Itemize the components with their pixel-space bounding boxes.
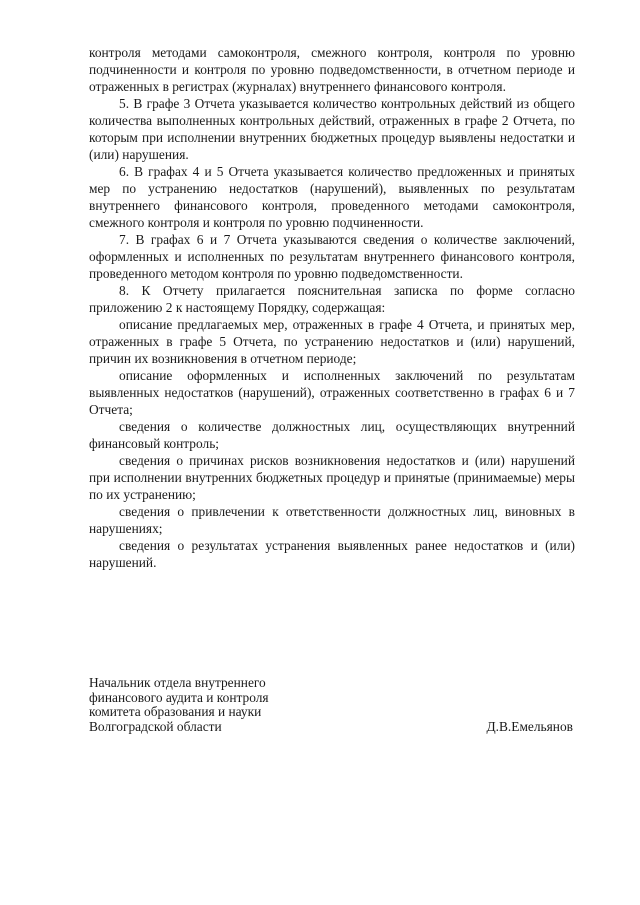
signatory-position-line: комитета образования и науки bbox=[89, 704, 262, 719]
paragraph-item-5: 5. В графе 3 Отчета указывается количество контрольных действий из общего количества выполненных контрольных действий, отраженных в графе 2 Отчета, по которым при исполнении внутренних бюджетных процедур выявлены недостатки и (или) нарушения. bbox=[89, 96, 575, 162]
list-item-elimination-results: сведения о результатах устранения выявленных ранее недостатков и (или) нарушений. bbox=[89, 538, 575, 570]
paragraph-item-6: 6. В графах 4 и 5 Отчета указывается количество предложенных и принятых мер по устранению недостатков (нарушений), выявленных по результатам внутреннего финансового контроля, проведенного методами самоконтроля, смежного контроля и контроля по уровню подчиненности. bbox=[89, 164, 575, 230]
signatory-name: Д.В.Емельянов bbox=[486, 718, 573, 734]
signatory-position-line: Волгоградской области bbox=[89, 718, 222, 734]
document-body bbox=[89, 44, 575, 571]
paragraph-continuation: контроля методами самоконтроля, смежного контроля, контроля по уровню подчиненности и контроля по уровню подведомственности, в отчетном периоде и отраженных в регистрах (журналах) внутреннего финансового контроля. bbox=[89, 45, 575, 94]
list-item-liability: сведения о привлечении к ответственности должностных лиц, виновных в нарушениях; bbox=[89, 504, 575, 536]
list-item-risk-causes: сведения о причинах рисков возникновения недостатков и (или) нарушений при исполнении внутренних бюджетных процедур и принятые (принимаемые) меры по их устранению; bbox=[89, 453, 575, 502]
paragraph-item-7: 7. В графах 6 и 7 Отчета указываются сведения о количестве заключений, оформленных и исполненных по результатам внутреннего финансового контроля, проведенного методом контроля по уровню подведомственности. bbox=[89, 232, 575, 281]
paragraph-item-8: 8. К Отчету прилагается пояснительная записка по форме согласно приложению 2 к настоящему Порядку, содержащая: bbox=[89, 283, 575, 315]
list-item-officials-count: сведения о количестве должностных лиц, осуществляющих внутренний финансовый контроль; bbox=[89, 419, 575, 451]
list-item-conclusions-description: описание оформленных и исполненных заключений по результатам выявленных недостатков (нарушений), отраженных соответственно в графах 6 и 7 Отчета; bbox=[89, 368, 575, 417]
signature-block bbox=[89, 676, 575, 734]
list-item-measures-description: описание предлагаемых мер, отраженных в графе 4 Отчета, и принятых мер, отраженных в графе 5 Отчета, по устранению недостатков и (или) нарушений, причин их возникновения в отчетном периоде; bbox=[89, 317, 575, 366]
signatory-position-line: финансового аудита и контроля bbox=[89, 689, 269, 705]
signatory-position-line: Начальник отдела внутреннего bbox=[89, 675, 266, 690]
signatory-position bbox=[89, 676, 329, 734]
